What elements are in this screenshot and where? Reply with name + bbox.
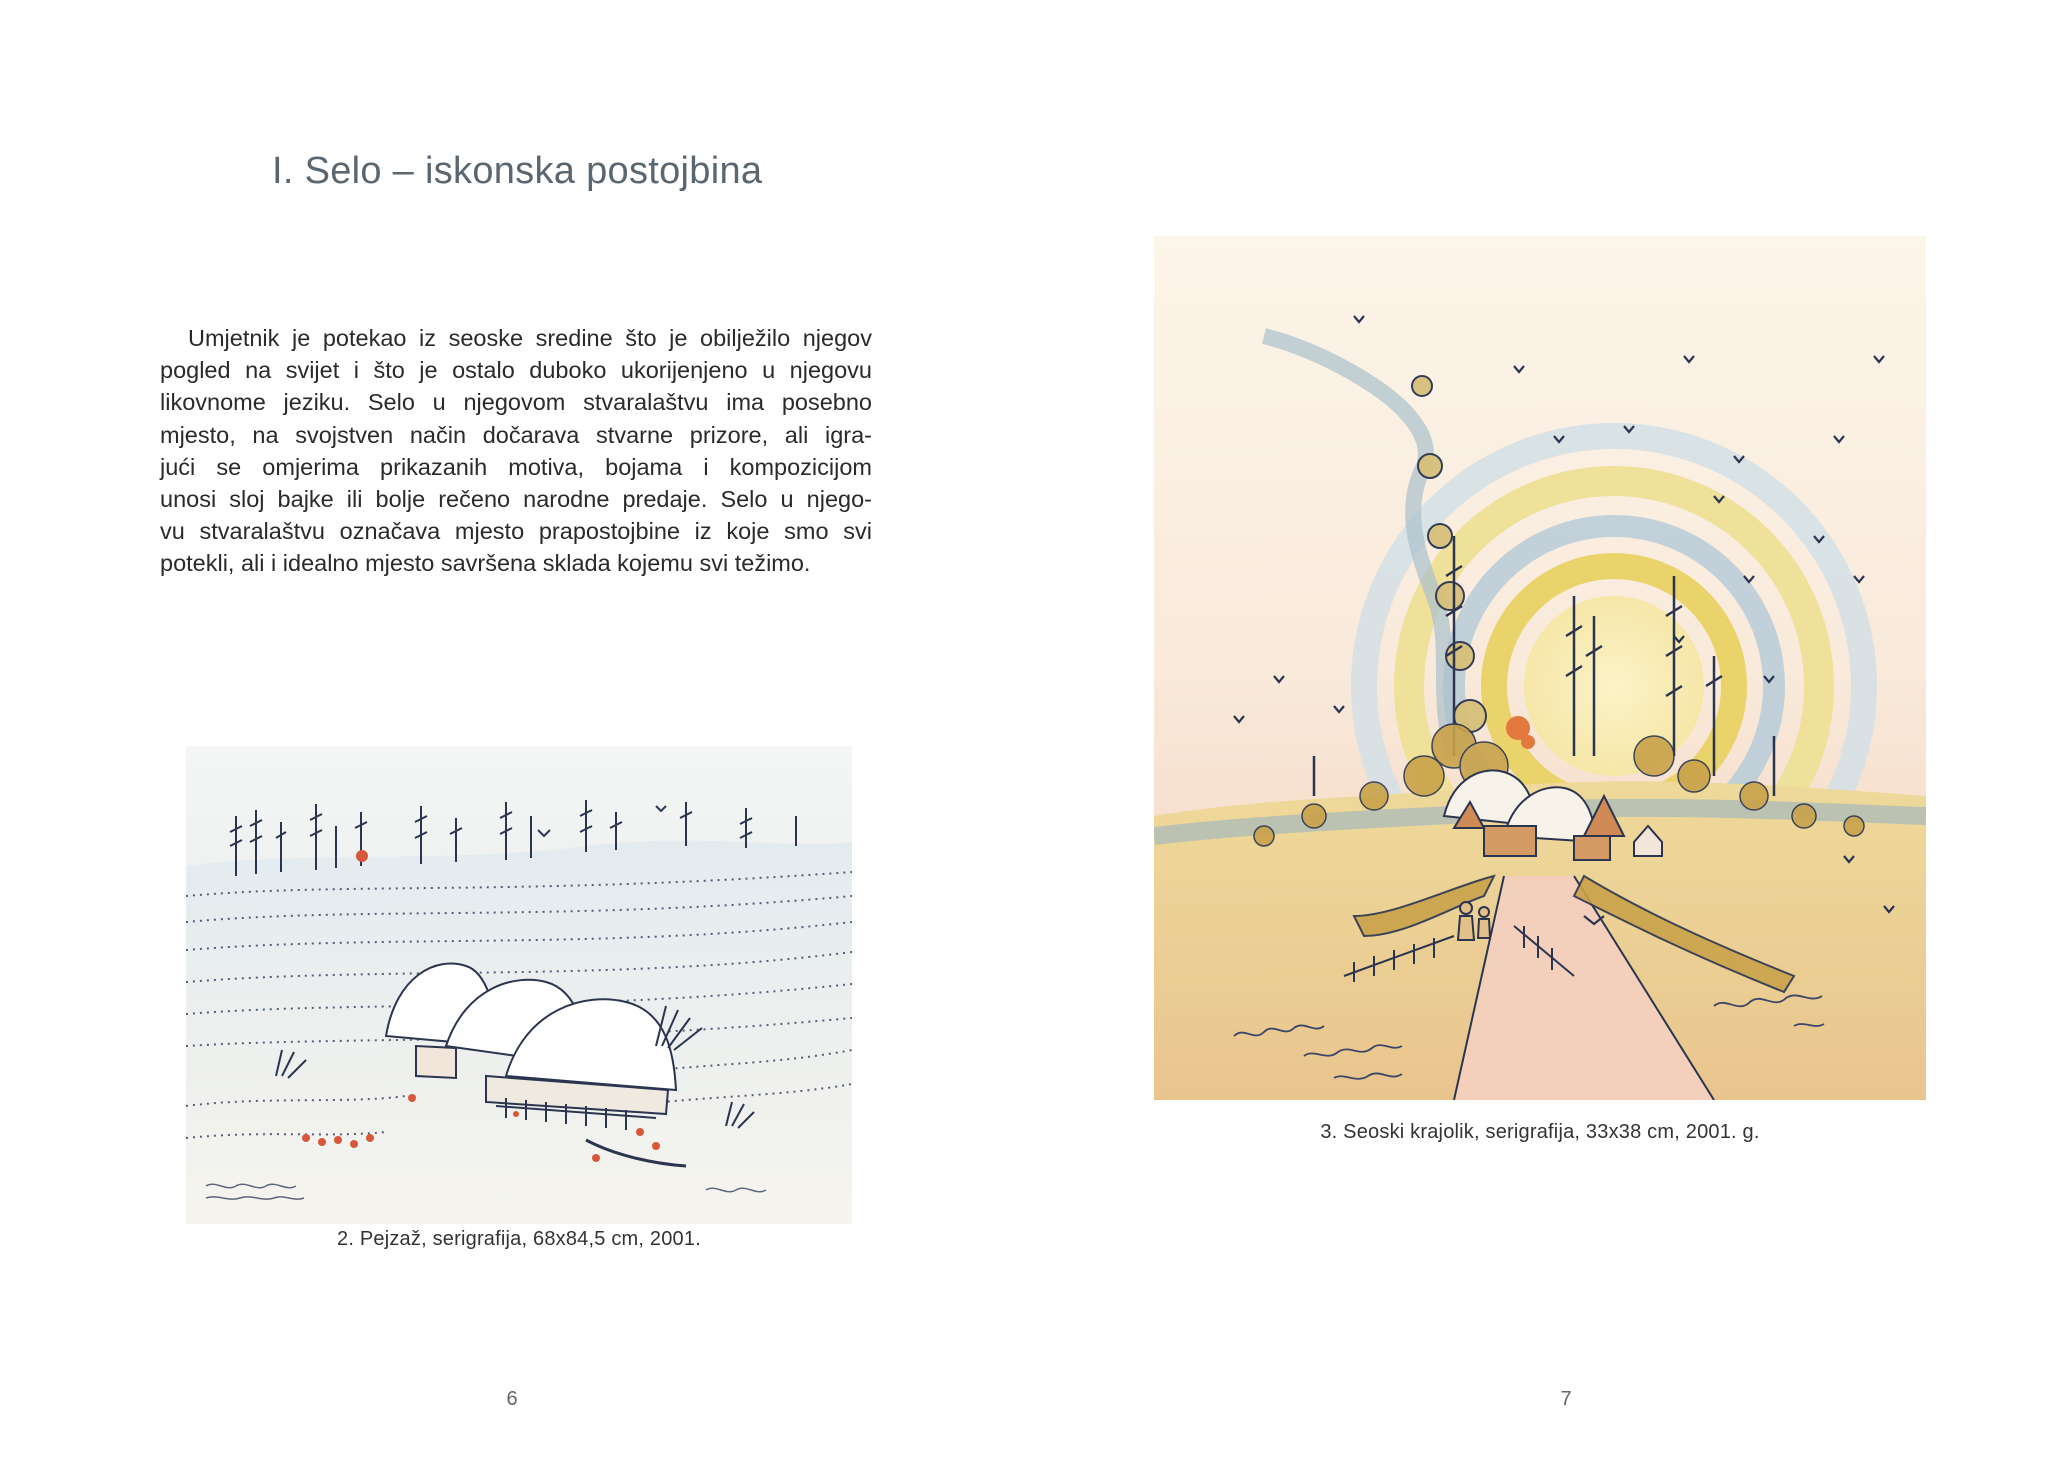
page-number: 6: [506, 1388, 518, 1410]
paragraph-line: likovnome jeziku. Selo u njegovom stvaralaštvu ima posebno: [160, 389, 872, 416]
paragraph-line: Umjetnik je potekao iz seoske sredine što je obilježilo njegov: [188, 325, 872, 351]
chapter-title: I. Selo – iskonska postojbina: [272, 150, 763, 192]
rural-landscape-drawing: [1154, 236, 1926, 1100]
body-paragraph: [160, 322, 872, 580]
paragraph-line: potekli, ali i idealno mjesto savršena sklada kojemu svi težimo.: [160, 550, 811, 577]
figure-caption: 3. Seoski krajolik, serigrafija, 33x38 cm, 2001. g.: [1320, 1121, 1760, 1143]
right-page: [1024, 0, 2048, 1471]
paragraph-line: vu stvaralaštvu označava mjesto prapostojbine iz koje smo svi: [160, 518, 872, 545]
figure-caption: 2. Pejzaž, serigrafija, 68x84,5 cm, 2001.: [337, 1228, 701, 1250]
landscape-artwork: [186, 746, 852, 1224]
paragraph-line: mjesto, na svojstven način dočarava stvarne prizore, ali igra-: [160, 421, 872, 448]
rural-landscape-artwork: [1154, 236, 1926, 1100]
paragraph-line: pogled na svijet i što je ostalo duboko ukorijenjeno u njegovu: [160, 357, 872, 384]
landscape-artwork-drawing: [186, 746, 852, 1224]
paragraph-line: unosi sloj bajke ili bolje rečeno narodne predaje. Selo u njego-: [160, 486, 872, 513]
paragraph-line: jući se omjerima prikazanih motiva, bojama i kompozicijom: [160, 453, 872, 480]
page-number: 7: [1560, 1388, 1572, 1410]
